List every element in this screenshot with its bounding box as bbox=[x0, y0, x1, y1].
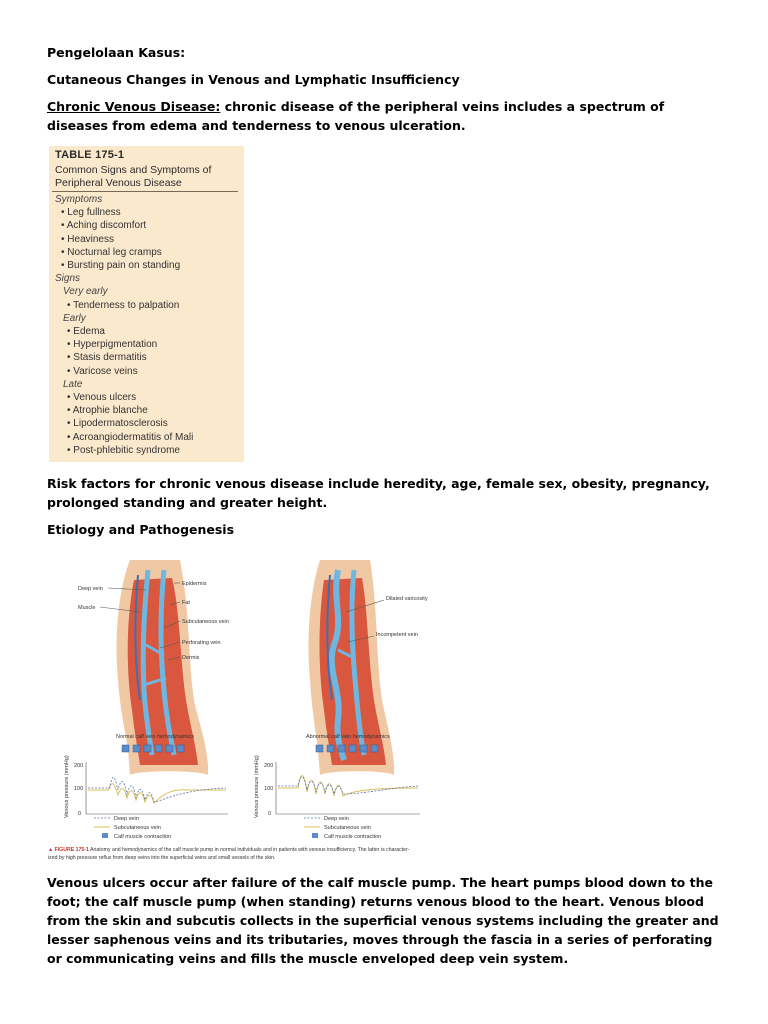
legend-deep-vein-2: Deep vein bbox=[324, 816, 349, 822]
table-row: • Aching discomfort bbox=[61, 220, 147, 232]
contraction-marker bbox=[166, 745, 173, 752]
legend-contraction-2: Calf muscle contraction bbox=[324, 834, 382, 840]
table-row: • Edema bbox=[67, 326, 105, 337]
figure-caption-line2: ized by high pressure reflux from deep veins into the superficial veins and small vessels of the skin. bbox=[48, 855, 276, 861]
abnormal-legend bbox=[304, 816, 381, 840]
venous-ulcers-paragraph: Venous ulcers occur after failure of the calf muscle pump. The heart pumps blood down to the foot; the calf muscle pump (when standing) returns venous blood to the heart. Venous blood from the skin and subcutis collects in the superficial venous systems including the greater and lesser saphenous veins and its tributaries, moves through the fascia in a series of perforating or communicating veins and fills the muscle enveloped deep vein system. bbox=[47, 875, 719, 966]
cvd-paragraph bbox=[47, 97, 719, 135]
label-dilated-varicosity: Dilated varicosity bbox=[386, 596, 428, 602]
contraction-marker bbox=[360, 745, 367, 752]
normal-leg-illustration bbox=[117, 560, 209, 775]
contraction-marker bbox=[316, 745, 323, 752]
table-row: • Acroangiodermatitis of Mali bbox=[67, 431, 194, 443]
table-row: • Hyperpigmentation bbox=[67, 339, 158, 351]
figure-caption-line1 bbox=[48, 847, 410, 853]
contraction-marker bbox=[349, 745, 356, 752]
table-row: • Leg fullness bbox=[61, 207, 121, 219]
table-row: • Varicose veins bbox=[67, 365, 138, 377]
label-dermis: Dermis bbox=[182, 655, 200, 661]
risk-factors-paragraph: Risk factors for chronic venous disease include heredity, age, female sex, obesity, pregnancy, prolonged standing and greater height. bbox=[47, 476, 710, 510]
contraction-marker bbox=[371, 745, 378, 752]
abnormal-y-axis-label: Venous pressure (mmHg) bbox=[254, 755, 260, 818]
contraction-marker bbox=[133, 745, 140, 752]
table-label: TABLE 175-1 bbox=[55, 149, 125, 161]
label-incompetent-vein: Incompetent vein bbox=[376, 632, 418, 638]
figure-caption-label: ▲ FIGURE 175-1 bbox=[48, 847, 89, 853]
calf-pump-figure bbox=[48, 550, 453, 865]
label-muscle: Muscle bbox=[78, 605, 96, 611]
label-deep-vein: Deep vein bbox=[78, 586, 103, 592]
topic-heading: Cutaneous Changes in Venous and Lymphatic Insufficiency bbox=[47, 72, 460, 87]
case-heading: Pengelolaan Kasus: bbox=[47, 45, 186, 60]
table-row: • Nocturnal leg cramps bbox=[61, 246, 162, 258]
table-row: • Post-phlebitic syndrome bbox=[67, 444, 180, 456]
table-row: Symptoms bbox=[55, 194, 103, 205]
abnormal-ytick-100: 100 bbox=[264, 786, 274, 792]
table-title-line1: Common Signs and Symptoms of bbox=[55, 164, 212, 176]
table-row: • Atrophie blanche bbox=[67, 405, 148, 417]
normal-ytick-100: 100 bbox=[74, 786, 84, 792]
contraction-marker bbox=[338, 745, 345, 752]
normal-ytick-0: 0 bbox=[78, 811, 82, 817]
label-epidermis: Epidermis bbox=[182, 581, 207, 587]
normal-ytick-200: 200 bbox=[74, 763, 84, 769]
calf-pump-illustration bbox=[48, 550, 453, 865]
normal-hemodynamics-title: Normal calf vein hemodynamics bbox=[116, 734, 194, 740]
contraction-marker bbox=[177, 745, 184, 752]
table-row: Early bbox=[63, 312, 86, 324]
label-perforating-vein: Perforating vein bbox=[182, 640, 221, 646]
table-row: • Venous ulcers bbox=[67, 392, 137, 403]
table-row: Very early bbox=[63, 286, 108, 298]
contraction-marker bbox=[122, 745, 129, 752]
figure-caption-text1: Anatomy and hemodynamics of the calf muscle pump in normal individuals and in patients with venous insufficiency. The latter is character- bbox=[90, 847, 410, 853]
abnormal-ytick-0: 0 bbox=[268, 811, 272, 817]
cvd-term: Chronic Venous Disease: bbox=[47, 99, 221, 114]
table-row: Signs bbox=[55, 273, 81, 285]
legend-deep-vein: Deep vein bbox=[114, 816, 139, 822]
table-row: Late bbox=[63, 378, 83, 390]
legend-subcutaneous-vein: Subcutaneous vein bbox=[114, 825, 161, 831]
signs-symptoms-table bbox=[49, 146, 244, 462]
table-rule bbox=[52, 191, 238, 192]
abnormal-leg-illustration bbox=[308, 560, 394, 775]
abnormal-hemodynamics-title: Abnormal calf vein hemodynamics bbox=[306, 734, 390, 740]
contraction-marker bbox=[144, 745, 151, 752]
table-title-line2: Peripheral Venous Disease bbox=[55, 177, 182, 189]
table-row: • Lipodermatosclerosis bbox=[67, 418, 168, 430]
table-row: • Stasis dermatitis bbox=[67, 352, 147, 364]
etiology-heading: Etiology and Pathogenesis bbox=[47, 522, 235, 537]
abnormal-ytick-200: 200 bbox=[264, 763, 274, 769]
legend-contraction: Calf muscle contraction bbox=[114, 834, 172, 840]
normal-y-axis-label: Venous pressure (mmHg) bbox=[64, 755, 70, 818]
normal-legend bbox=[94, 816, 171, 840]
contraction-marker bbox=[155, 745, 162, 752]
table-row: • Tenderness to palpation bbox=[67, 299, 180, 311]
table-row: • Bursting pain on standing bbox=[61, 260, 181, 271]
cvd-definition: chronic disease of the peripheral veins includes a spectrum of diseases from edema and tenderness to venous ulceration. bbox=[47, 99, 665, 133]
contraction-marker bbox=[327, 745, 334, 752]
label-fat: Fat bbox=[182, 600, 190, 606]
table-row: • Heaviness bbox=[61, 233, 114, 245]
label-subcutaneous-vein: Subcutaneous vein bbox=[182, 619, 229, 625]
legend-subcutaneous-vein-2: Subcutaneous vein bbox=[324, 825, 371, 831]
